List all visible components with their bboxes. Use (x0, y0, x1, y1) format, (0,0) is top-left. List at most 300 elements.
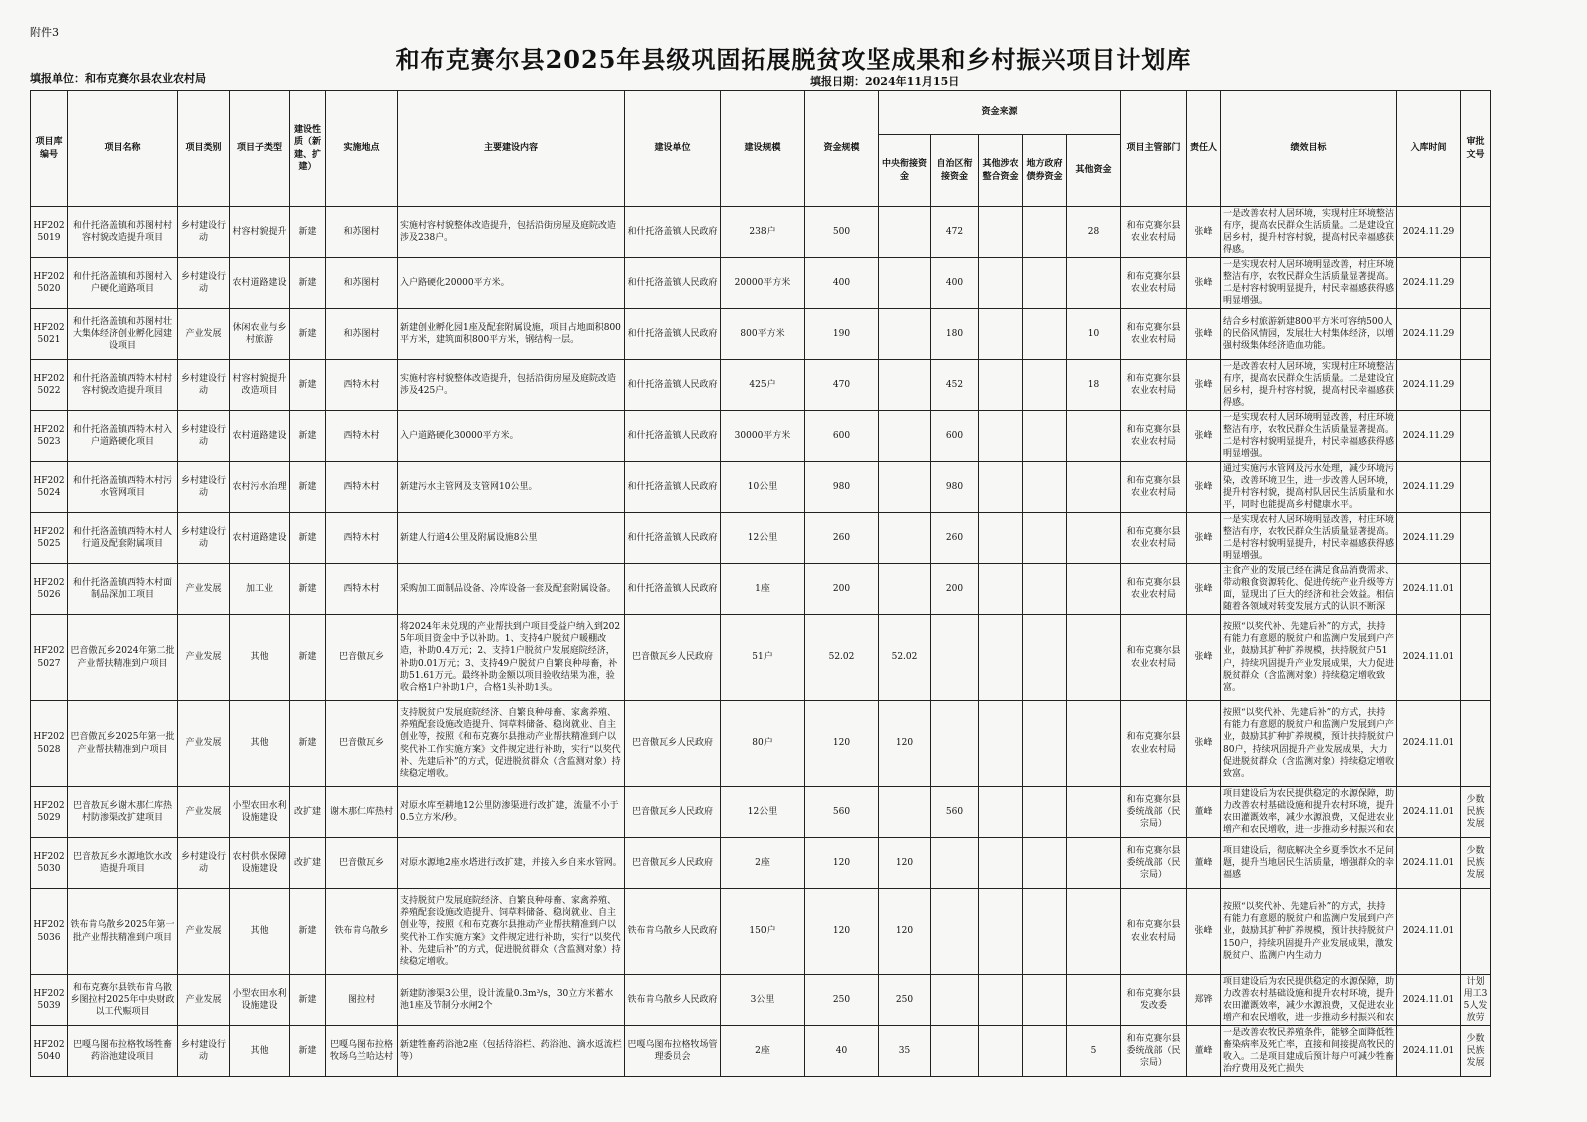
cell-category (178, 462, 230, 513)
cell-subtype (230, 462, 290, 513)
cell-bond (1023, 207, 1067, 258)
cell-fund (805, 889, 879, 975)
cell-text: 200 (945, 583, 964, 594)
cell-central (879, 462, 931, 513)
cell-bond (1023, 701, 1067, 787)
cell-text: 乡村建设行动 (180, 526, 226, 549)
cell-text: 对原水源地2座水塔进行改扩建，并接入乡自来水管网。 (400, 857, 622, 868)
cell-person (1187, 360, 1221, 411)
cell-name (68, 207, 178, 258)
cell-text: 和布克赛尔县农业农村局 (1126, 424, 1181, 447)
cell-name (68, 701, 178, 787)
cell-text: 和什托洛盖镇人民政府 (627, 379, 718, 390)
cell-scale (721, 207, 805, 258)
cell-subtype (230, 411, 290, 462)
cell-time (1397, 360, 1461, 411)
cell-builder (625, 207, 721, 258)
table-row (31, 564, 1491, 615)
cell-dept (1121, 360, 1187, 411)
cell-bond (1023, 1026, 1067, 1077)
cell-text: 西特木村 (343, 532, 380, 543)
cell-name (68, 975, 178, 1026)
cell-text: 谢木那仁库热村 (329, 806, 393, 817)
cell-text: 少数民族发展 (1466, 1033, 1485, 1069)
attachment-label: 附件3 (30, 26, 59, 39)
cell-text: 2024.11.29 (1402, 481, 1455, 492)
cell-doc (1461, 975, 1491, 1026)
cell-builder (625, 411, 721, 462)
cell-text: 35 (898, 1045, 911, 1056)
cell-person (1187, 615, 1221, 701)
cell-name (68, 787, 178, 838)
cell-name (68, 411, 178, 462)
cell-fund (805, 838, 879, 889)
cell-text: 2024.11.01 (1402, 806, 1455, 817)
cell-central (879, 889, 931, 975)
cell-text: 和什托洛盖镇人民政府 (627, 328, 718, 339)
cell-content (398, 309, 625, 360)
cell-text: 村容村貌提升改造项目 (232, 373, 287, 396)
cell-scale (721, 838, 805, 889)
cell-text: 和布克赛尔县农业农村局 (1126, 526, 1181, 549)
col-dept: 项目主管部门 (1121, 91, 1187, 207)
cell-region (931, 207, 979, 258)
cell-dept (1121, 975, 1187, 1026)
cell-other (1067, 615, 1121, 701)
cell-id (31, 1026, 68, 1077)
cell-other (1067, 309, 1121, 360)
cell-name (68, 258, 178, 309)
cell-id (31, 360, 68, 411)
cell-location (326, 462, 398, 513)
cell-id (31, 462, 68, 513)
cell-text: 西特木村 (343, 379, 380, 390)
cell-content (398, 1026, 625, 1077)
cell-id (31, 207, 68, 258)
cell-text: 巴音傲瓦乡人民政府 (631, 806, 713, 817)
cell-region (931, 889, 979, 975)
cell-id (31, 889, 68, 975)
col-other: 其他资金 (1067, 135, 1121, 207)
cell-name (68, 309, 178, 360)
cell-text: 560 (945, 806, 964, 817)
cell-bond (1023, 462, 1067, 513)
cell-bond (1023, 615, 1067, 701)
cell-text: 190 (832, 328, 851, 339)
cell-text: 支持脱贫户发展庭院经济、自繁良种母畜、家禽养殖、养殖配套设施改造提升、饲草料储备、稳岗就业、自主创业等，按照《和布克赛尔县推动产业帮扶精准到户以奖代补工作实施方案》文件规定进行补助，实行“以奖代补、先建后补”的方式，促进脱贫群众（含监测对象）持续稳定增收。 (400, 708, 621, 779)
cell-text: 260 (945, 532, 964, 543)
cell-region (931, 975, 979, 1026)
cell-text: 560 (832, 806, 851, 817)
cell-text: 新建 (298, 277, 317, 288)
cell-time (1397, 309, 1461, 360)
cell-person (1187, 309, 1221, 360)
cell-category (178, 838, 230, 889)
cell-goal (1221, 975, 1397, 1026)
cell-person (1187, 975, 1221, 1026)
project-table-container (30, 90, 1491, 1077)
cell-region (931, 615, 979, 701)
cell-central (879, 207, 931, 258)
cell-text: 按照“以奖代补、先建后补”的方式，扶持有能力有意愿的脱贫户和监测户发展到户产业，鼓励其扩种扩养规模，预计扶持脱贫户80户，持续巩固提升产业发展成果，大力促进脱贫群众（含监测对象）持续稳定增收致富。 (1223, 708, 1394, 779)
cell-subtype (230, 564, 290, 615)
cell-text: 和什托洛盖镇和苏图村村容村貌改造提升项目 (72, 220, 172, 243)
cell-text: 2024.11.01 (1402, 652, 1455, 663)
cell-text: 实施村容村貌整体改造提升，包括沿街房屋及庭院改造涉及238户。 (400, 220, 617, 243)
cell-text: 2座 (755, 857, 770, 868)
cell-region (931, 787, 979, 838)
cell-dept (1121, 889, 1187, 975)
cell-other-agri (979, 838, 1023, 889)
cell-text: 2024.11.29 (1402, 328, 1455, 339)
cell-text: 120 (895, 857, 914, 868)
cell-text: 西特木村 (343, 430, 380, 441)
cell-text: 铁布肯乌散乡人民政府 (627, 926, 718, 937)
cell-text: 巴嘎乌图布拉格牧场管理委员会 (627, 1039, 718, 1062)
cell-doc (1461, 564, 1491, 615)
cell-other (1067, 838, 1121, 889)
cell-id (31, 701, 68, 787)
cell-text: 2024.11.01 (1402, 738, 1455, 749)
cell-other-agri (979, 889, 1023, 975)
cell-content (398, 701, 625, 787)
cell-category (178, 411, 230, 462)
cell-fund (805, 360, 879, 411)
cell-text: 2座 (755, 1045, 770, 1056)
cell-builder (625, 258, 721, 309)
cell-other (1067, 207, 1121, 258)
cell-other (1067, 360, 1121, 411)
cell-text: 和什托洛盖镇西特木村面制品深加工项目 (72, 577, 172, 600)
cell-text: 产业发展 (185, 583, 222, 594)
cell-builder (625, 787, 721, 838)
cell-subtype (230, 615, 290, 701)
cell-central (879, 360, 931, 411)
cell-text: 农村污水治理 (232, 481, 287, 492)
cell-id (31, 787, 68, 838)
cell-doc (1461, 411, 1491, 462)
cell-text: 600 (945, 430, 964, 441)
cell-text: 巴音傲瓦乡2024年第二批产业帮扶精准到户项目 (70, 646, 175, 669)
cell-other-agri (979, 975, 1023, 1026)
cell-text: 巴音傲瓦乡2025年第一批产业帮扶精准到户项目 (70, 732, 175, 755)
cell-builder (625, 975, 721, 1026)
cell-text: 425户 (749, 379, 776, 390)
cell-text: 新建 (298, 652, 317, 663)
cell-bond (1023, 309, 1067, 360)
cell-fund (805, 975, 879, 1026)
cell-time (1397, 207, 1461, 258)
cell-text: 和布克赛尔县委统战部（民宗局） (1126, 794, 1181, 830)
cell-text: 2024.11.29 (1402, 532, 1455, 543)
cell-text: 18 (1087, 379, 1100, 390)
cell-content (398, 207, 625, 258)
cell-goal (1221, 838, 1397, 889)
cell-nature (290, 889, 326, 975)
cell-content (398, 889, 625, 975)
cell-text: 10公里 (747, 481, 778, 492)
cell-name (68, 889, 178, 975)
col-builder: 建设单位 (625, 91, 721, 207)
cell-id (31, 513, 68, 564)
cell-time (1397, 889, 1461, 975)
cell-category (178, 889, 230, 975)
cell-text: 2024.11.01 (1402, 583, 1455, 594)
cell-text: 郑铧 (1194, 994, 1213, 1005)
cell-text: 一是改善农村人居环境，实现村庄环境整洁有序，提高农民群众生活质量。二是建设宜居乡村，提升村容村貌，提高村民幸福感获得感。 (1223, 362, 1394, 409)
cell-nature (290, 615, 326, 701)
cell-category (178, 207, 230, 258)
cell-text: 乡村建设行动 (180, 373, 226, 396)
cell-other-agri (979, 258, 1023, 309)
cell-dept (1121, 207, 1187, 258)
cell-text: 项目建设后为农民提供稳定的水源保障，助力改善农村基础设施和提升农村环境，提升农田灌溉效率，减少水源浪费，又促进农业增产和农民增收，进一步推动乡村振兴和农 (1223, 789, 1394, 836)
cell-builder (625, 564, 721, 615)
cell-region (931, 258, 979, 309)
cell-subtype (230, 513, 290, 564)
cell-text: 通过实施污水管网及污水处理，减少环境污染，改善环境卫生，进一步改善人居环境，提升村容村貌，提高村队居民生活质量和水平，同时也能提高乡村健康水平。 (1223, 464, 1394, 511)
cell-bond (1023, 411, 1067, 462)
cell-text: 按照“以奖代补、先建后补”的方式，扶持有能力有意愿的脱贫户和监测户发展到户产业，鼓励其扩种扩养规模，扶持脱贫户51户，持续巩固提升产业发展成果，大力促进脱贫群众（含监测对象）持续稳定增收致富。 (1223, 622, 1394, 693)
cell-text: 和布克赛尔县农业农村局 (1126, 475, 1181, 498)
cell-dept (1121, 258, 1187, 309)
cell-text: 3公里 (750, 994, 775, 1005)
cell-id (31, 309, 68, 360)
cell-text: 新建 (298, 328, 317, 339)
cell-fund (805, 564, 879, 615)
cell-bond (1023, 513, 1067, 564)
cell-time (1397, 701, 1461, 787)
cell-location (326, 889, 398, 975)
table-row (31, 787, 1491, 838)
cell-text: 巴音傲瓦乡 (338, 738, 384, 749)
cell-doc (1461, 258, 1491, 309)
cell-location (326, 615, 398, 701)
cell-text: 52.02 (828, 652, 855, 663)
cell-nature (290, 258, 326, 309)
cell-text: 和布克赛尔县农业农村局 (1126, 732, 1181, 755)
cell-scale (721, 564, 805, 615)
cell-nature (290, 207, 326, 258)
cell-other-agri (979, 513, 1023, 564)
cell-scale (721, 462, 805, 513)
cell-goal (1221, 787, 1397, 838)
cell-other (1067, 462, 1121, 513)
cell-text: 新建人行道4公里及附属设施8公里 (400, 532, 538, 543)
cell-content (398, 564, 625, 615)
cell-dept (1121, 564, 1187, 615)
cell-doc (1461, 513, 1491, 564)
cell-text: 铁布肯乌散乡人民政府 (627, 994, 718, 1005)
cell-scale (721, 615, 805, 701)
cell-text: 980 (945, 481, 964, 492)
cell-text: 农村供水保障设施建设 (232, 851, 287, 874)
cell-subtype (230, 258, 290, 309)
cell-text: 和苏图村 (343, 277, 380, 288)
cell-other-agri (979, 411, 1023, 462)
cell-text: 一是改善农牧民养殖条件，能够全面降低牲畜染病率及死亡率，直接和间接提高牧民的收入。二是项目建成后预计每户可减少牲畜治疗费用及死亡损失 (1223, 1028, 1394, 1075)
cell-person (1187, 207, 1221, 258)
cell-other-agri (979, 701, 1023, 787)
cell-text: 西特木村 (343, 481, 380, 492)
cell-goal (1221, 360, 1397, 411)
cell-text: 120 (895, 926, 914, 937)
cell-text: 产业发展 (185, 806, 222, 817)
cell-fund (805, 701, 879, 787)
cell-person (1187, 462, 1221, 513)
cell-name (68, 1026, 178, 1077)
cell-goal (1221, 1026, 1397, 1077)
cell-fund (805, 462, 879, 513)
cell-text: 巴音傲瓦乡人民政府 (631, 857, 713, 868)
cell-text: 张峰 (1194, 738, 1213, 749)
cell-bond (1023, 838, 1067, 889)
cell-subtype (230, 360, 290, 411)
cell-central (879, 309, 931, 360)
cell-other (1067, 975, 1121, 1026)
cell-nature (290, 513, 326, 564)
cell-text: 2024.11.29 (1402, 430, 1455, 441)
cell-central (879, 564, 931, 615)
cell-other-agri (979, 787, 1023, 838)
cell-text: 小型农田水利设施建设 (232, 988, 287, 1011)
cell-text: 新建 (298, 1045, 317, 1056)
cell-fund (805, 207, 879, 258)
cell-text: 和布克赛尔县农业农村局 (1126, 220, 1181, 243)
cell-text: 新建防渗渠3公里，设计流量0.3m³/s，30立方米蓄水池1座及节制分水闸2个 (400, 988, 614, 1011)
cell-bond (1023, 564, 1067, 615)
cell-fund (805, 258, 879, 309)
cell-text: 12公里 (747, 532, 778, 543)
cell-goal (1221, 889, 1397, 975)
cell-location (326, 258, 398, 309)
cell-time (1397, 615, 1461, 701)
cell-text: 200 (832, 583, 851, 594)
cell-text: 和苏图村 (343, 328, 380, 339)
cell-text: 乡村建设行动 (180, 475, 226, 498)
cell-other-agri (979, 564, 1023, 615)
cell-category (178, 309, 230, 360)
cell-person (1187, 258, 1221, 309)
col-goal: 绩效目标 (1221, 91, 1397, 207)
cell-content (398, 975, 625, 1026)
cell-person (1187, 564, 1221, 615)
cell-text: HF2025021 (33, 322, 65, 345)
cell-text: 产业发展 (185, 994, 222, 1005)
cell-nature (290, 309, 326, 360)
col-time: 入库时间 (1397, 91, 1461, 207)
cell-doc (1461, 207, 1491, 258)
cell-text: 按照“以奖代补、先建后补”的方式，扶持有能力有意愿的脱贫户和监测户发展到户产业，鼓励其扩种扩养规模，预计扶持脱贫户150户，持续巩固提升产业发展成果，激发脱贫户、监测户内生动力 (1223, 902, 1394, 961)
cell-text: 董峰 (1194, 857, 1213, 868)
cell-central (879, 258, 931, 309)
cell-text: 一是实现农村人居环境明显改善，村庄环境整洁有序，农牧民群众生活质量显著提高。二是村容村貌明显提升，村民幸福感获得感明显增强。 (1223, 413, 1394, 460)
cell-scale (721, 701, 805, 787)
cell-text: 120 (832, 857, 851, 868)
cell-region (931, 411, 979, 462)
cell-text: 12公里 (747, 806, 778, 817)
cell-dept (1121, 411, 1187, 462)
cell-text: 52.02 (891, 652, 918, 663)
cell-text: 和什托洛盖镇人民政府 (627, 583, 718, 594)
cell-doc (1461, 309, 1491, 360)
cell-text: 其他 (250, 652, 269, 663)
cell-person (1187, 889, 1221, 975)
col-content: 主要建设内容 (398, 91, 625, 207)
cell-scale (721, 787, 805, 838)
cell-text: 和苏图村 (343, 226, 380, 237)
cell-other-agri (979, 207, 1023, 258)
cell-scale (721, 889, 805, 975)
cell-subtype (230, 787, 290, 838)
cell-text: 500 (832, 226, 851, 237)
cell-doc (1461, 838, 1491, 889)
cell-text: 28 (1087, 226, 1100, 237)
table-row (31, 258, 1491, 309)
cell-text: 巴音傲瓦乡人民政府 (631, 652, 713, 663)
cell-location (326, 309, 398, 360)
cell-id (31, 411, 68, 462)
cell-text: 巴音傲瓦乡 (338, 652, 384, 663)
cell-text: 新建牲畜药浴池2座（包括待浴栏、药浴池、滴水返流栏等） (400, 1039, 622, 1062)
cell-name (68, 513, 178, 564)
cell-builder (625, 701, 721, 787)
col-person: 责任人 (1187, 91, 1221, 207)
cell-text: 新建 (298, 379, 317, 390)
cell-central (879, 838, 931, 889)
cell-nature (290, 1026, 326, 1077)
cell-text: 董峰 (1194, 1045, 1213, 1056)
cell-bond (1023, 360, 1067, 411)
cell-text: 180 (945, 328, 964, 339)
cell-text: HF2025023 (33, 424, 65, 447)
cell-text: 农村道路建设 (232, 277, 287, 288)
cell-text: 产业发展 (185, 652, 222, 663)
cell-builder (625, 889, 721, 975)
cell-text: 10 (1087, 328, 1100, 339)
cell-other-agri (979, 1026, 1023, 1077)
cell-dept (1121, 462, 1187, 513)
col-bond: 地方政府债券资金 (1023, 135, 1067, 207)
cell-text: 新建 (298, 738, 317, 749)
cell-text: 和什托洛盖镇和苏图村入户硬化道路项目 (72, 271, 172, 294)
cell-name (68, 838, 178, 889)
cell-text: 张峰 (1194, 226, 1213, 237)
cell-central (879, 1026, 931, 1077)
cell-person (1187, 1026, 1221, 1077)
cell-text: 和布克赛尔县农业农村局 (1126, 271, 1181, 294)
cell-text: 加工业 (245, 583, 273, 594)
cell-category (178, 1026, 230, 1077)
cell-builder (625, 615, 721, 701)
reporting-unit: 填报单位：和布克赛尔县农业农村局 (30, 72, 206, 85)
cell-time (1397, 411, 1461, 462)
cell-text: 将2024年未兑现的产业帮扶到户项目受益户纳入到2025年项目资金中予以补助。1、支持4户脱贫户暖棚改造，补助0.4万元；2、支持1户脱贫户发展庭院经济，补助0.01万元；3、支持49户脱贫户自繁良种母畜，补助51.61万元。最终补助金额以项目验收结果为准，验收合格1户补助1户，合格1头补助1头。 (400, 622, 621, 693)
cell-text: 巴音敖瓦乡谢木那仁库热村防渗渠改扩建项目 (72, 800, 172, 823)
cell-other (1067, 411, 1121, 462)
cell-content (398, 787, 625, 838)
cell-scale (721, 411, 805, 462)
cell-text: 和布克赛尔县委统战部（民宗局） (1126, 1033, 1181, 1069)
cell-other-agri (979, 360, 1023, 411)
cell-text: 800平方米 (740, 328, 785, 339)
cell-text: HF2025027 (33, 646, 65, 669)
cell-category (178, 701, 230, 787)
cell-text: 张峰 (1194, 481, 1213, 492)
cell-text: 结合乡村旅游新建800平方米可容纳500人的民俗风情园，发展壮大村集体经济，以增强村级集体经济造血功能。 (1223, 316, 1394, 352)
cell-text: 少数民族发展 (1466, 794, 1485, 830)
cell-text: 120 (895, 738, 914, 749)
